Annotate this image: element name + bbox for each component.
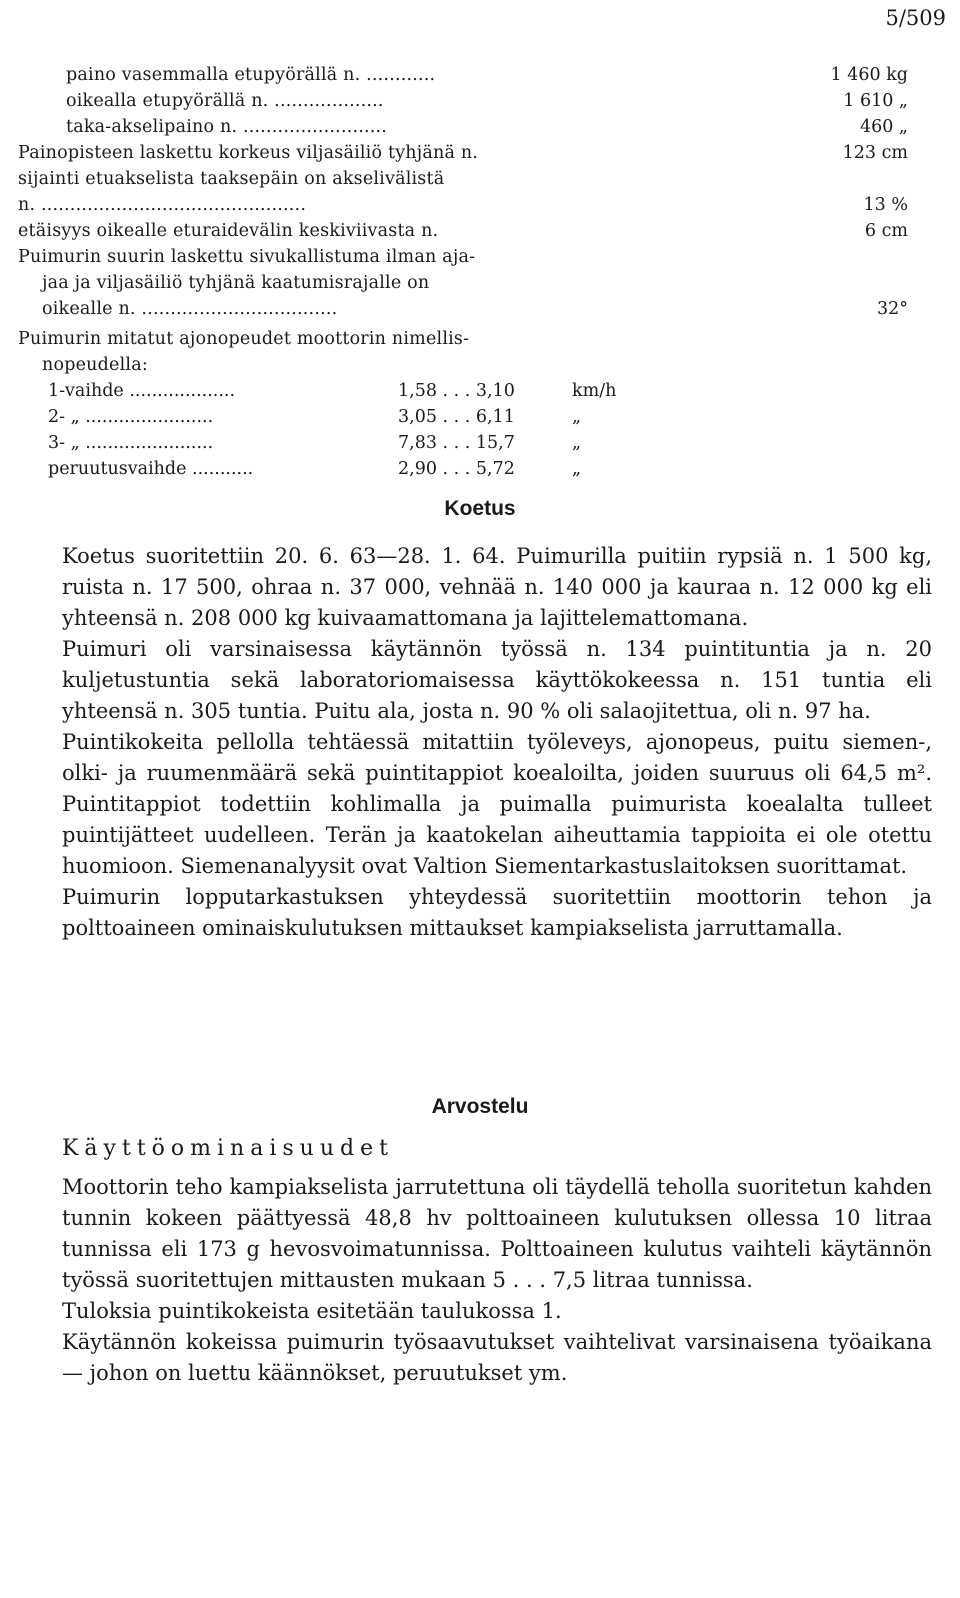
- spec-label: oikealle n. ..................................: [42, 299, 338, 319]
- spec-row: [18, 244, 938, 270]
- speed-gear-label: 1-vaihde ...................: [48, 381, 236, 401]
- speed-range: 7,83 . . . 15,7: [398, 433, 515, 453]
- spec-row: [18, 114, 938, 140]
- speeds-intro: [18, 352, 938, 378]
- spec-label: Puimurin suurin laskettu sivukallistuma ilman aja-: [18, 247, 476, 267]
- paragraph: Moottorin teho kampiakselista jarrutettuna oli täydellä teholla suoritetun kahden tunnin kokeen päättyessä 48,8 hv polttoaineen kulutuksen ollessa 10 litraa tunnissa eli 173 g hevosvoimatunnissa. Polttoaineen kulutus vaihteli käytännön työssä suoritettujen mittausten mukaan 5 . . . 7,5 litraa tunnissa.: [62, 1175, 932, 1292]
- spec-row: [18, 62, 938, 88]
- spec-row: [18, 140, 938, 166]
- spec-label: Painopisteen laskettu korkeus viljasäiliö tyhjänä n.: [18, 143, 479, 163]
- speed-unit: „: [572, 407, 582, 427]
- spec-value: 123 cm: [842, 143, 908, 163]
- speed-row: [48, 456, 648, 482]
- specs-list: [18, 62, 938, 322]
- speed-row: [48, 404, 648, 430]
- speeds-intro-line: [18, 352, 938, 378]
- spec-label: paino vasemmalla etupyörällä n. ............: [66, 65, 436, 85]
- spec-label: jaa ja viljasäiliö tyhjänä kaatumisrajalle on: [42, 273, 430, 293]
- spec-value: 6 cm: [864, 221, 908, 241]
- spec-row: [18, 192, 938, 218]
- section-heading-arvostelu: Arvostelu: [431, 1095, 529, 1118]
- spec-value: 32°: [876, 299, 908, 319]
- section-heading-koetus: Koetus: [444, 497, 516, 520]
- speeds-intro-text: nopeudella:: [42, 355, 148, 375]
- speed-gear-label: peruutusvaihde ...........: [48, 459, 254, 479]
- speeds-intro-text: Puimurin mitatut ajonopeudet moottorin nimellis-: [18, 329, 470, 349]
- speeds-intro-line: [18, 326, 938, 352]
- spec-label: sijainti etuakselista taaksepäin on akselivälistä: [18, 169, 445, 189]
- spec-row: [18, 218, 938, 244]
- speed-unit: „: [572, 433, 582, 453]
- spec-row: [18, 270, 938, 296]
- paragraph: Puimuri oli varsinaisessa käytännön työssä n. 134 puintituntia ja n. 20 kuljetustuntia sekä laboratoriomaisessa käyttökokeessa n. 151 tuntia eli yhteensä n. 305 tuntia. Puitu ala, josta n. 90 % oli salaojitettua, oli n. 97 ha.: [62, 637, 932, 723]
- speed-range: 1,58 . . . 3,10: [398, 381, 515, 401]
- arvostelu-body: [62, 1172, 932, 1389]
- spec-value: 1 610 „: [843, 91, 908, 111]
- speed-range: 3,05 . . . 6,11: [398, 407, 515, 427]
- spec-row: [18, 296, 938, 322]
- paragraph: Koetus suoritettiin 20. 6. 63—28. 1. 64. Puimurilla puitiin rypsiä n. 1 500 kg, ruista n. 17 500, ohraa n. 37 000, vehnää n. 140 000 ja kauraa n. 12 000 kg eli yhteensä n. 208 000 kg kuivaamattomana ja lajittelemattomana.: [62, 544, 932, 630]
- spec-label: oikealla etupyörällä n. ...................: [66, 91, 384, 111]
- paragraph: Puintikokeita pellolla tehtäessä mitattiin työleveys, ajonopeus, puitu siemen-, olki- ja ruumenmäärä sekä puintitappiot koealoilta, joiden suuruus oli 64,5 m². Puintitappiot todettiin kohlimalla ja puimalla puimurista koealalta tulleet puintijätteet uudelleen. Terän ja kaatokelan aiheuttamia tappioita ei ole otettu huomioon. Siemenanalyysit ovat Valtion Siementarkastuslaitoksen suorittamat.: [62, 730, 932, 878]
- speed-range: 2,90 . . . 5,72: [398, 459, 515, 479]
- speeds-intro: [18, 326, 938, 352]
- spec-label: taka-akselipaino n. .........................: [66, 117, 388, 137]
- speed-row: [48, 378, 648, 404]
- koetus-body: [62, 541, 932, 944]
- spec-label: etäisyys oikealle eturaidevälin keskiviivasta n.: [18, 221, 439, 241]
- page-number: 5/509: [885, 6, 946, 30]
- speed-gear-label: 3- „ .......................: [48, 433, 214, 453]
- speeds-table: [48, 378, 648, 482]
- paragraph: Puimurin lopputarkastuksen yhteydessä suoritettiin moottorin tehon ja polttoaineen ominaiskulutuksen mittaukset kampiakselista jarruttamalla.: [62, 885, 932, 940]
- spec-value: 460 „: [859, 117, 908, 137]
- spec-label: n. ..............................................: [18, 195, 307, 215]
- speed-gear-label: 2- „ .......................: [48, 407, 214, 427]
- spec-row: [18, 166, 938, 192]
- spec-value: 1 460 kg: [830, 65, 908, 85]
- subheading-kayttoominaisuudet: Käyttöominaisuudet: [62, 1136, 394, 1161]
- speed-row: [48, 430, 648, 456]
- spec-row: [18, 88, 938, 114]
- speed-unit: „: [572, 459, 582, 479]
- paragraph: Käytännön kokeissa puimurin työsaavutukset vaihtelivat varsinaisena työaikana — johon on luettu käännökset, peruutukset ym.: [62, 1330, 932, 1385]
- speed-unit: km/h: [572, 381, 617, 401]
- paragraph: Tuloksia puintikokeista esitetään taulukossa 1.: [62, 1299, 562, 1323]
- spec-value: 13 %: [863, 195, 908, 215]
